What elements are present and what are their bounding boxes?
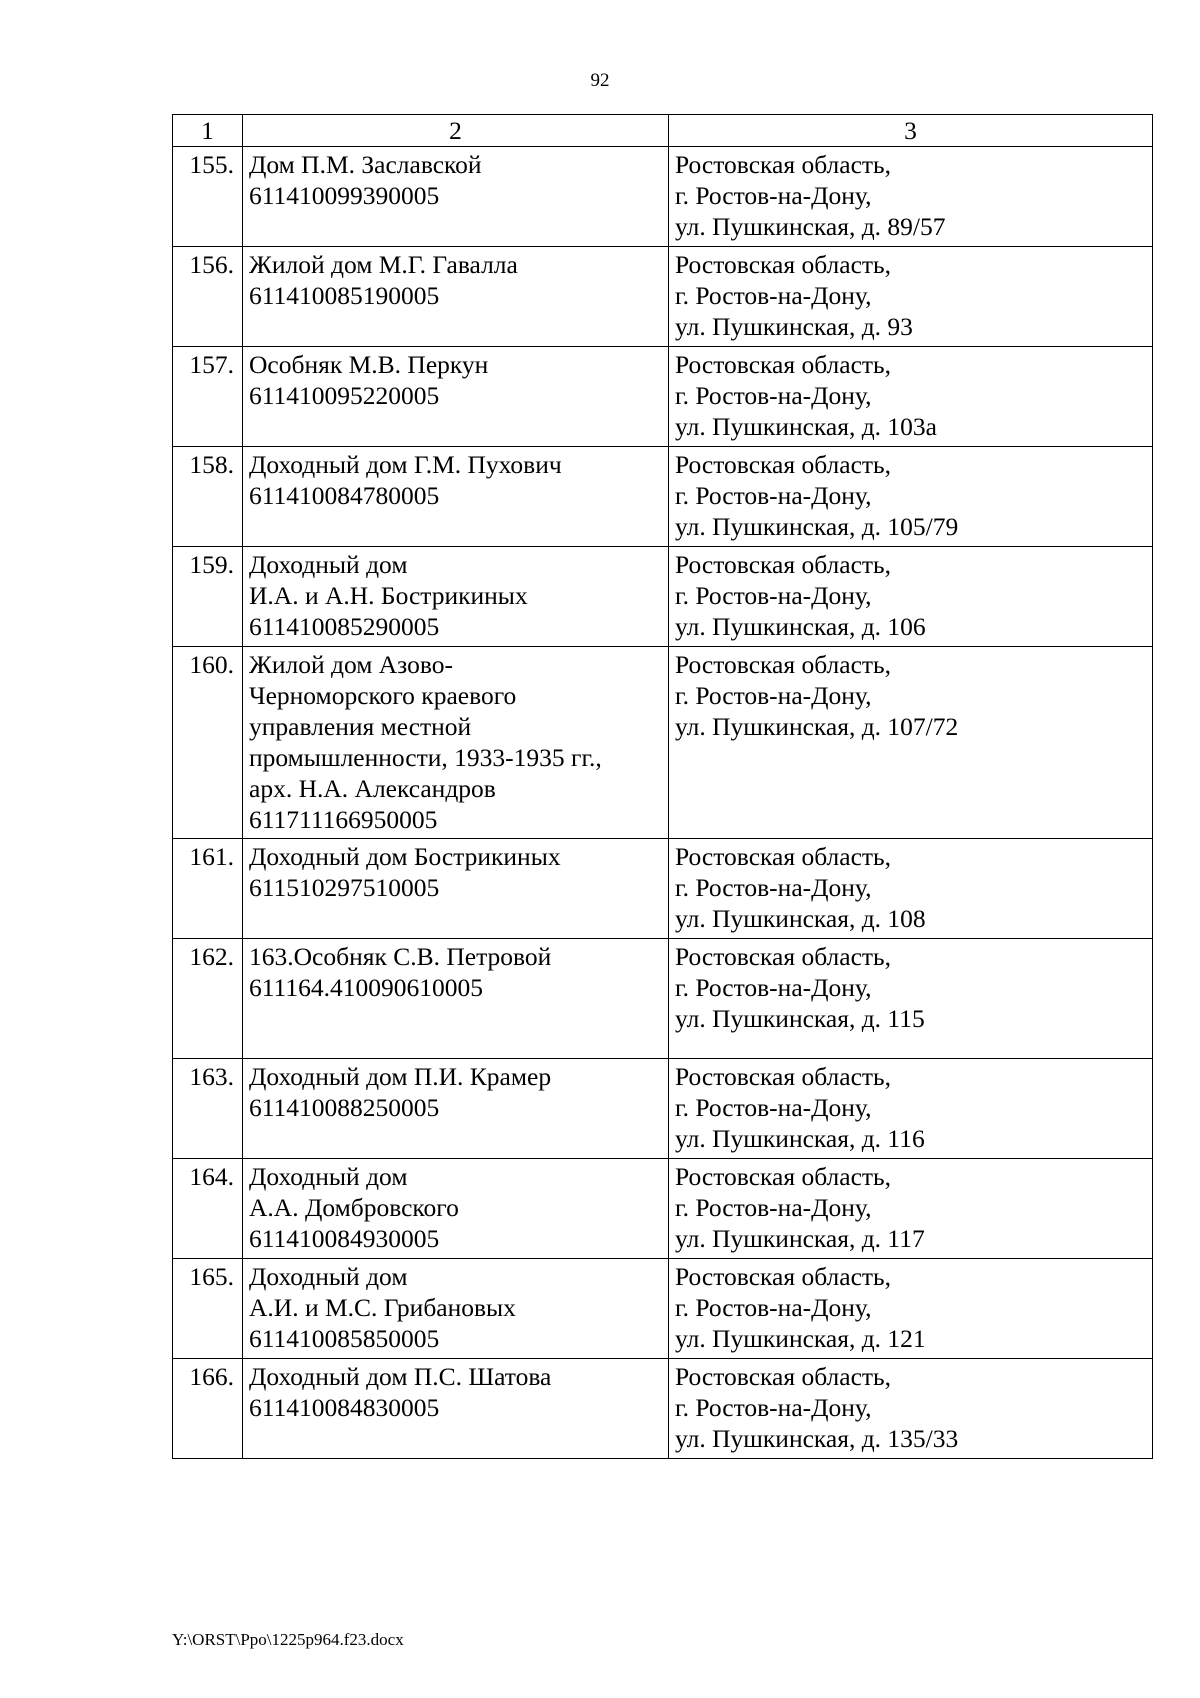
table-row [173,247,1153,347]
object-name-cell: Жилой дом Азово- Черноморского краевого управления местной промышленности, 1933-1935 гг., арх. Н.А. Александров 611711166950005 [243,647,669,839]
column-header-address: 3 [669,115,1153,147]
object-address-cell: Ростовская область, г. Ростов-на-Дону, ул. Пушкинская, д. 103а [669,347,1153,447]
table-row [173,347,1153,447]
table-row [173,647,1153,839]
table-row [173,447,1153,547]
object-name-cell: Доходный дом И.А. и А.Н. Бострикиных 611410085290005 [243,547,669,647]
table-row [173,1359,1153,1459]
object-name-cell: Доходный дом А.А. Домбровского 611410084930005 [243,1159,669,1259]
row-number-cell: 158. [173,447,243,547]
object-address-cell: Ростовская область, г. Ростов-на-Дону, ул. Пушкинская, д. 106 [669,547,1153,647]
object-name-cell: Доходный дом Бострикиных 611510297510005 [243,839,669,939]
object-name-cell: Доходный дом Г.М. Пухович 611410084780005 [243,447,669,547]
column-header-number: 1 [173,115,243,147]
object-address-cell: Ростовская область, г. Ростов-на-Дону, ул. Пушкинская, д. 105/79 [669,447,1153,547]
object-address-cell: Ростовская область, г. Ростов-на-Дону, ул. Пушкинская, д. 116 [669,1059,1153,1159]
table-row [173,1159,1153,1259]
page-number: 92 [590,70,610,91]
row-number-cell: 160. [173,647,243,839]
document-file-path: Y:\ORST\Ppo\1225p964.f23.docx [172,1630,404,1649]
column-header-name: 2 [243,115,669,147]
object-address-cell: Ростовская область, г. Ростов-на-Дону, ул. Пушкинская, д. 121 [669,1259,1153,1359]
object-address-cell: Ростовская область, г. Ростов-на-Дону, ул. Пушкинская, д. 117 [669,1159,1153,1259]
heritage-objects-table [172,114,1153,1459]
object-name-cell: Доходный дом П.И. Крамер 611410088250005 [243,1059,669,1159]
table-row [173,839,1153,939]
table-row [173,1259,1153,1359]
object-address-cell: Ростовская область, г. Ростов-на-Дону, ул. Пушкинская, д. 107/72 [669,647,1153,839]
object-address-cell: Ростовская область, г. Ростов-на-Дону, ул. Пушкинская, д. 108 [669,839,1153,939]
row-number-cell: 161. [173,839,243,939]
object-name-cell: Дом П.М. Заславской 611410099390005 [243,147,669,247]
row-number-cell: 155. [173,147,243,247]
table-header-row [173,115,1153,147]
row-number-cell: 159. [173,547,243,647]
row-number-cell: 162. [173,939,243,1059]
table-row [173,939,1153,1059]
object-address-cell: Ростовская область, г. Ростов-на-Дону, ул. Пушкинская, д. 135/33 [669,1359,1153,1459]
table-row [173,147,1153,247]
object-address-cell: Ростовская область, г. Ростов-на-Дону, ул. Пушкинская, д. 89/57 [669,147,1153,247]
object-address-cell: Ростовская область, г. Ростов-на-Дону, ул. Пушкинская, д. 115 [669,939,1153,1059]
row-number-cell: 156. [173,247,243,347]
row-number-cell: 163. [173,1059,243,1159]
row-number-cell: 165. [173,1259,243,1359]
object-name-cell: Доходный дом П.С. Шатова 611410084830005 [243,1359,669,1459]
object-name-cell: Особняк М.В. Перкун 611410095220005 [243,347,669,447]
object-address-cell: Ростовская область, г. Ростов-на-Дону, ул. Пушкинская, д. 93 [669,247,1153,347]
table-row [173,547,1153,647]
row-number-cell: 164. [173,1159,243,1259]
row-number-cell: 157. [173,347,243,447]
table-row [173,1059,1153,1159]
object-name-cell: Жилой дом М.Г. Гавалла 611410085190005 [243,247,669,347]
object-name-cell: Доходный дом А.И. и М.С. Грибановых 611410085850005 [243,1259,669,1359]
object-name-cell: 163.Особняк С.В. Петровой 611164.410090610005 [243,939,669,1059]
row-number-cell: 166. [173,1359,243,1459]
